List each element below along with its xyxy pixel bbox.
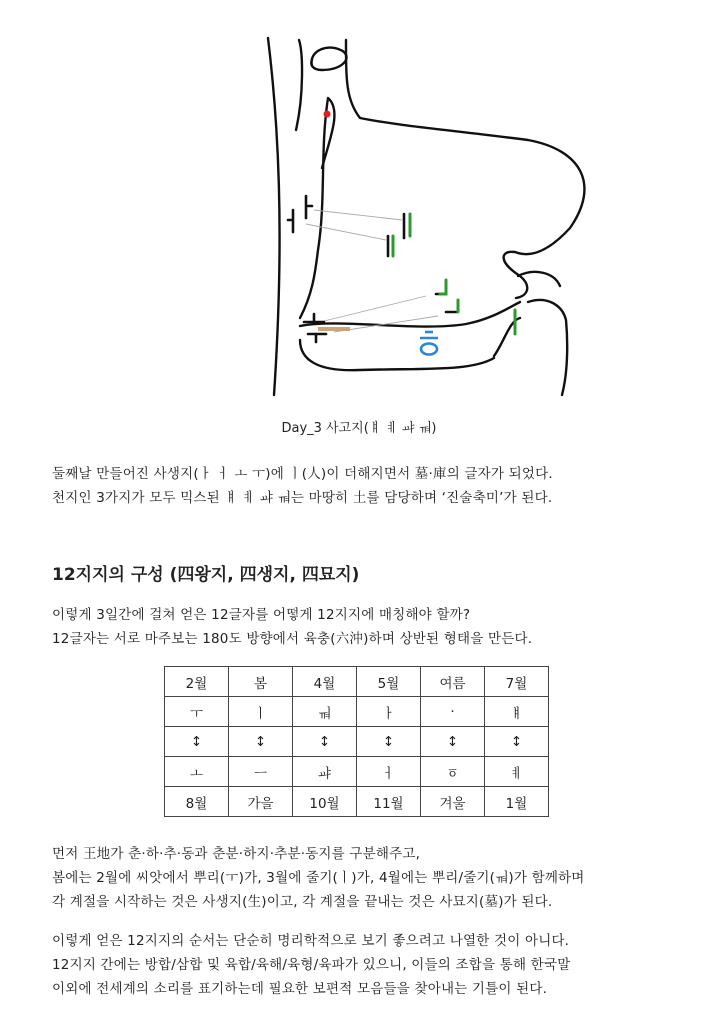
body-line: 12지지 간에는 방합/삼합 및 육합/육해/육형/육파가 있으니, 이들의 조합을 통해 한국말 [52, 957, 571, 973]
table-row [165, 757, 549, 787]
table-cell: ㆊ [293, 697, 357, 727]
table-cell: ↕ [357, 727, 421, 757]
face-profile [346, 40, 584, 298]
arrow-line-1 [314, 210, 402, 220]
table-cell: 4월 [293, 667, 357, 697]
nasal-opening [311, 48, 346, 70]
table-cell: 겨울 [421, 787, 485, 817]
body-paragraph-2 [52, 842, 585, 914]
table-cell: ㅣ [229, 697, 293, 727]
intro-line: 둘째날 만들어진 사생지(ㅏ ㅓ ㅗ ㅜ)에 ㅣ(人)이 더해지면서 墓·庫의 글자가 되었다. [52, 466, 553, 482]
twelve-branch-table [164, 666, 549, 817]
intro-line: 천지인 3가지가 모두 믹스된 ㅒ ㅖ ㆇ ㆊ는 마땅히 土를 담당하며 ‘진술축미’가 된다. [52, 490, 553, 506]
arrow-line-2 [306, 224, 386, 240]
jaw-right [528, 300, 567, 395]
mouth-floor [300, 340, 494, 370]
tongue [300, 302, 520, 327]
nasal-tube [296, 40, 302, 130]
table-row [165, 667, 549, 697]
table-cell: 봄 [229, 667, 293, 697]
table-cell: ㅒ [485, 697, 549, 727]
table-cell: ↕ [293, 727, 357, 757]
table-cell: 11월 [357, 787, 421, 817]
table-row [165, 697, 549, 727]
table-row [165, 787, 549, 817]
vocal-tract-diagram [0, 0, 718, 405]
table-cell: ㅓ [357, 757, 421, 787]
table-row [165, 727, 549, 757]
table-cell: ↕ [165, 727, 229, 757]
arrow-line-3 [320, 296, 426, 322]
table-cell: 가을 [229, 787, 293, 817]
table-cell: ㅖ [485, 757, 549, 787]
body-line: 봄에는 2월에 씨앗에서 뿌리(ㅜ)가, 3월에 줄기(ㅣ)가, 4월에는 뿌리/줄기(ㆊ)가 함께하며 [52, 870, 585, 886]
table-cell: · [421, 697, 485, 727]
table-cell: ㅡ [229, 757, 293, 787]
table-cell: 1월 [485, 787, 549, 817]
table-cell: ㅜ [165, 697, 229, 727]
table-cell: ㅗ [165, 757, 229, 787]
table-cell: ㆆ [421, 757, 485, 787]
body-line: 이렇게 얻은 12지지의 순서는 단순히 명리학적으로 보기 좋으려고 나열한 것이 아니다. [52, 933, 570, 949]
hieut-glyph [420, 332, 438, 355]
intro-paragraph [52, 462, 553, 510]
body-line: 이외에 전세계의 소리를 표기하는데 필요한 보편적 모음들을 찾아내는 기틀이 된다. [52, 981, 548, 997]
red-dot [324, 111, 331, 118]
table-cell: 10월 [293, 787, 357, 817]
body-paragraph-3 [52, 929, 570, 1001]
figure-caption: Day_3 사고지(ㅒ ㅖ ㆇ ㆊ) [281, 421, 437, 436]
body-line: 각 계절을 시작하는 것은 사생지(生)이고, 각 계절을 끝내는 것은 사묘지(墓)가 된다. [52, 894, 553, 910]
table-cell: ㅏ [357, 697, 421, 727]
table-cell: ↕ [229, 727, 293, 757]
green-bar-3 [440, 280, 446, 294]
table-cell: 8월 [165, 787, 229, 817]
body-line: 이렇게 3일간에 걸쳐 얻은 12글자를 어떻게 12지지에 매칭해야 할까? [52, 607, 471, 623]
table-cell: 5월 [357, 667, 421, 697]
throat-back-wall [268, 38, 280, 395]
body-line: 12글자는 서로 마주보는 180도 방향에서 육충(六沖)하며 상반된 형태을 만든다. [52, 631, 533, 647]
table-cell: ㆇ [293, 757, 357, 787]
table-cell: 7월 [485, 667, 549, 697]
table-cell: 여름 [421, 667, 485, 697]
table-cell: ↕ [421, 727, 485, 757]
body-line: 먼저 王地가 춘·하·추·동과 춘분·하지·추분·동지를 구분해주고, [52, 846, 421, 862]
section-heading: 12지지의 구성 (四왕지, 四생지, 四묘지) [52, 565, 360, 585]
table-cell: ↕ [485, 727, 549, 757]
table-cell: 2월 [165, 667, 229, 697]
body-paragraph-1 [52, 603, 532, 651]
